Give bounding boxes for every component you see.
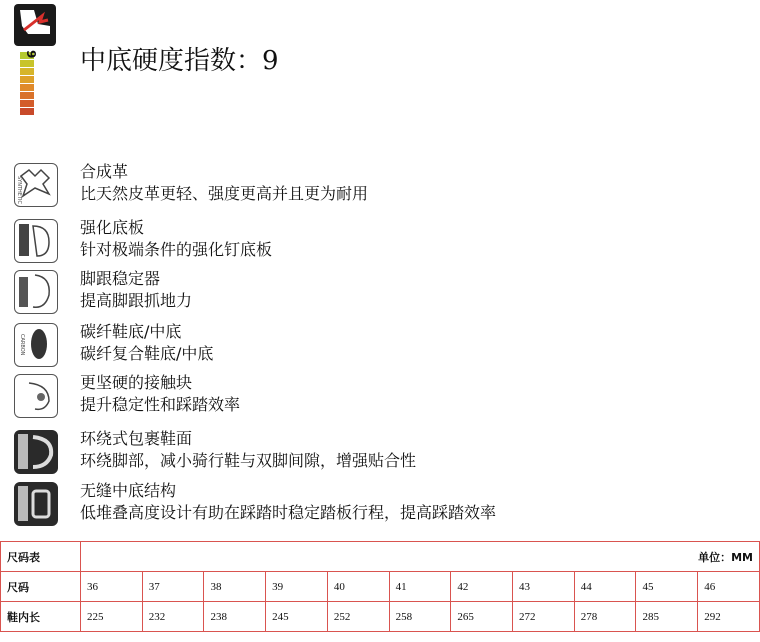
feature-desc: 环绕脚部，减小骑行鞋与双脚间隙，增强贴合性: [80, 451, 417, 470]
length-cell: 252: [327, 602, 389, 632]
length-cell: 232: [142, 602, 204, 632]
size-cell: 43: [513, 572, 575, 602]
table-title-row: [1, 542, 760, 572]
page-title: 中底硬度指数：9: [80, 46, 279, 76]
feature-item: [14, 374, 714, 424]
length-cell: 245: [266, 602, 328, 632]
size-row: [1, 572, 760, 602]
length-cell: 238: [204, 602, 266, 632]
feature-desc: 提高脚跟抓地力: [80, 291, 193, 310]
length-cell: 278: [574, 602, 636, 632]
stiffness-icon: [14, 4, 56, 46]
length-cell: 225: [81, 602, 143, 632]
feature-item: [14, 163, 714, 213]
feature-title: 合成革: [80, 162, 129, 181]
stiffness-number: 9: [24, 50, 38, 59]
size-cell: 42: [451, 572, 513, 602]
feature-title: 碳纤鞋底/中底: [80, 322, 182, 341]
feature-item: [14, 482, 714, 532]
size-cell: 36: [81, 572, 143, 602]
feature-title: 无缝中底结构: [80, 481, 177, 500]
feature-desc: 提升稳定性和踩踏效率: [80, 395, 241, 414]
svg-text:SYNTHETIC: SYNTHETIC: [16, 176, 22, 204]
size-cell: 38: [204, 572, 266, 602]
harder-contact-icon: [14, 374, 58, 418]
carbon-icon: [14, 323, 58, 367]
scale-segment: [20, 100, 34, 107]
reinforced-sole-icon: [14, 219, 58, 263]
feature-title: 强化底板: [80, 218, 145, 237]
scale-segment: [20, 84, 34, 91]
stiffness-scale: [20, 52, 34, 116]
length-cell: 292: [698, 602, 760, 632]
scale-segment: [20, 108, 34, 115]
feature-title: 环绕式包裹鞋面: [80, 429, 193, 448]
feature-desc: 低堆叠高度设计有助在踩踏时稳定踏板行程，提高踩踏效率: [80, 503, 497, 522]
length-cell: 272: [513, 602, 575, 632]
svg-text:CARBON: CARBON: [19, 334, 25, 356]
size-cell: 41: [389, 572, 451, 602]
size-cell: 40: [327, 572, 389, 602]
feature-item: [14, 430, 714, 480]
size-row-label: 尺码: [1, 572, 81, 602]
feature-desc: 针对极端条件的强化钉底板: [80, 240, 273, 259]
size-table-title: 尺码表: [1, 542, 81, 572]
seamless-midsole-icon: [14, 482, 58, 526]
scale-segment: [20, 68, 34, 75]
feature-item: [14, 219, 714, 269]
unit-label: 单位：MM: [81, 542, 760, 572]
size-cell: 45: [636, 572, 698, 602]
feature-desc: 比天然皮革更轻、强度更高并且更为耐用: [80, 184, 369, 203]
size-cell: 39: [266, 572, 328, 602]
length-row: [1, 602, 760, 632]
length-cell: 285: [636, 602, 698, 632]
size-cell: 44: [574, 572, 636, 602]
scale-segment: [20, 92, 34, 99]
size-cell: 46: [698, 572, 760, 602]
wraparound-upper-icon: [14, 430, 58, 474]
feature-title: 更坚硬的接触块: [80, 373, 193, 392]
feature-desc: 碳纤复合鞋底/中底: [80, 344, 214, 363]
feature-title: 脚跟稳定器: [80, 269, 161, 288]
length-cell: 265: [451, 602, 513, 632]
scale-segment: [20, 60, 34, 67]
size-table: [0, 541, 760, 632]
length-row-label: 鞋内长: [1, 602, 81, 632]
synthetic-icon: [14, 163, 58, 207]
feature-item: [14, 323, 714, 373]
heel-stabilizer-icon: [14, 270, 58, 314]
feature-item: [14, 270, 714, 320]
scale-segment: [20, 76, 34, 83]
length-cell: 258: [389, 602, 451, 632]
size-cell: 37: [142, 572, 204, 602]
